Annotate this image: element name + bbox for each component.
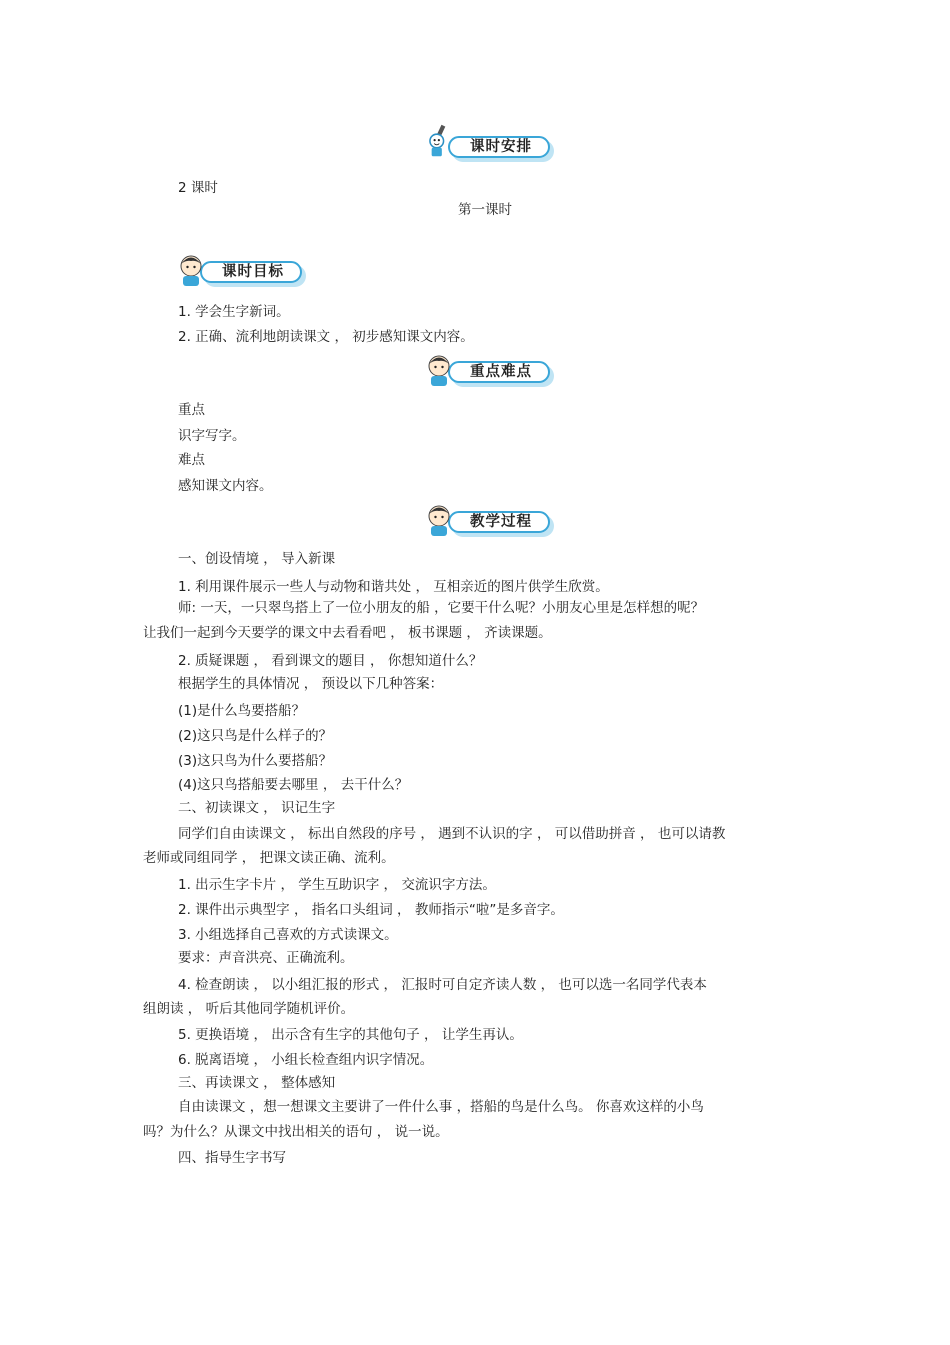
process-line: 根据学生的具体情况 ， 预设以下几种答案：: [178, 676, 444, 692]
process-line: 1. 出示生字卡片 ， 学生互助识字 ， 交流识字方法。: [178, 877, 496, 893]
process-line: (2)这只鸟是什么样子的？: [178, 728, 333, 744]
goals-title: 课时目标: [222, 264, 284, 280]
process-line: 一、创设情境 ， 导入新课: [178, 551, 336, 567]
process-line: 2. 课件出示典型字 ， 指名口头组词 ， 教师指示“啦”是多音字。: [178, 902, 564, 918]
process-line: 5. 更换语境 ， 出示含有生字的其他句子 ， 让学生再认。: [178, 1027, 523, 1043]
banner-pill: [448, 136, 550, 158]
process-line: (1)是什么鸟要搭船？: [178, 703, 306, 719]
process-line: 同学们自由读课文 ， 标出自然段的序号 ， 遇到不认识的字 ， 可以借助拼音 ， 也可以请教: [178, 826, 726, 842]
key-label: 重点: [178, 402, 205, 418]
schedule-title: 课时安排: [470, 139, 532, 155]
process-line: 3. 小组选择自己喜欢的方式读课文。: [178, 927, 398, 943]
process-line: 三、再读课文 ， 整体感知: [178, 1075, 336, 1091]
difficulty-text: 感知课文内容。: [178, 478, 273, 494]
student-icon: [424, 353, 458, 387]
process-line: 4. 检查朗读 ， 以小组汇报的形式 ， 汇报时可自定齐读人数 ， 也可以选一名同学代表本: [178, 977, 707, 993]
process-line: (4)这只鸟搭船要去哪里 ， 去干什么？: [178, 777, 409, 793]
goal-item: 2. 正确、流利地朗读课文 ， 初步感知课文内容。: [178, 329, 474, 345]
process-line: 老师或同组同学 ， 把课文读正确、流利。: [143, 850, 395, 866]
process-line: 2. 质疑课题 ， 看到课文的题目 ， 你想知道什么？: [178, 653, 483, 669]
process-line: 四、指导生字书写: [178, 1150, 286, 1166]
process-line: 1. 利用课件展示一些人与动物和谐共处 ， 互相亲近的图片供学生欣赏。: [178, 579, 609, 595]
process-line: 组朗读 ， 听后其他同学随机评价。: [143, 1001, 355, 1017]
pencil-kid-icon: [424, 124, 458, 158]
process-banner: [424, 503, 558, 537]
key-points-banner: [424, 353, 558, 387]
schedule-banner: [424, 128, 558, 162]
key-text: 识字写字。: [178, 428, 246, 444]
process-title: 教学过程: [470, 514, 532, 530]
process-line: (3)这只鸟为什么要搭船？: [178, 753, 333, 769]
process-line: 要求：声音洪亮、正确流利。: [178, 950, 354, 966]
student-icon: [176, 253, 210, 287]
key-points-title: 重点难点: [470, 364, 532, 380]
process-line: 吗？为什么？从课文中找出相关的语句 ， 说一说。: [143, 1124, 449, 1140]
banner-pill: [448, 361, 550, 383]
goals-banner: [176, 253, 310, 287]
difficulty-label: 难点: [178, 452, 205, 468]
process-line: 6. 脱离语境 ， 小组长检查组内识字情况。: [178, 1052, 434, 1068]
goal-item: 1. 学会生字新词。: [178, 304, 290, 320]
process-line: 自由读课文 ，想一想课文主要讲了一件什么事 ，搭船的鸟是什么鸟。 你喜欢这样的小鸟: [178, 1099, 704, 1115]
schedule-duration: 2 课时: [178, 180, 218, 196]
process-line: 二、初读课文 ， 识记生字: [178, 800, 336, 816]
process-line: 让我们一起到今天要学的课文中去看看吧 ， 板书课题 ， 齐读课题。: [143, 625, 552, 641]
lesson-heading: 第一课时: [458, 202, 512, 218]
process-line: 师: 一天，一只翠鸟搭上了一位小朋友的船 ，它要干什么呢？小朋友心里是怎样想的呢？: [178, 600, 705, 616]
banner-pill: [448, 511, 550, 533]
banner-pill: [200, 261, 302, 283]
student-icon: [424, 503, 458, 537]
